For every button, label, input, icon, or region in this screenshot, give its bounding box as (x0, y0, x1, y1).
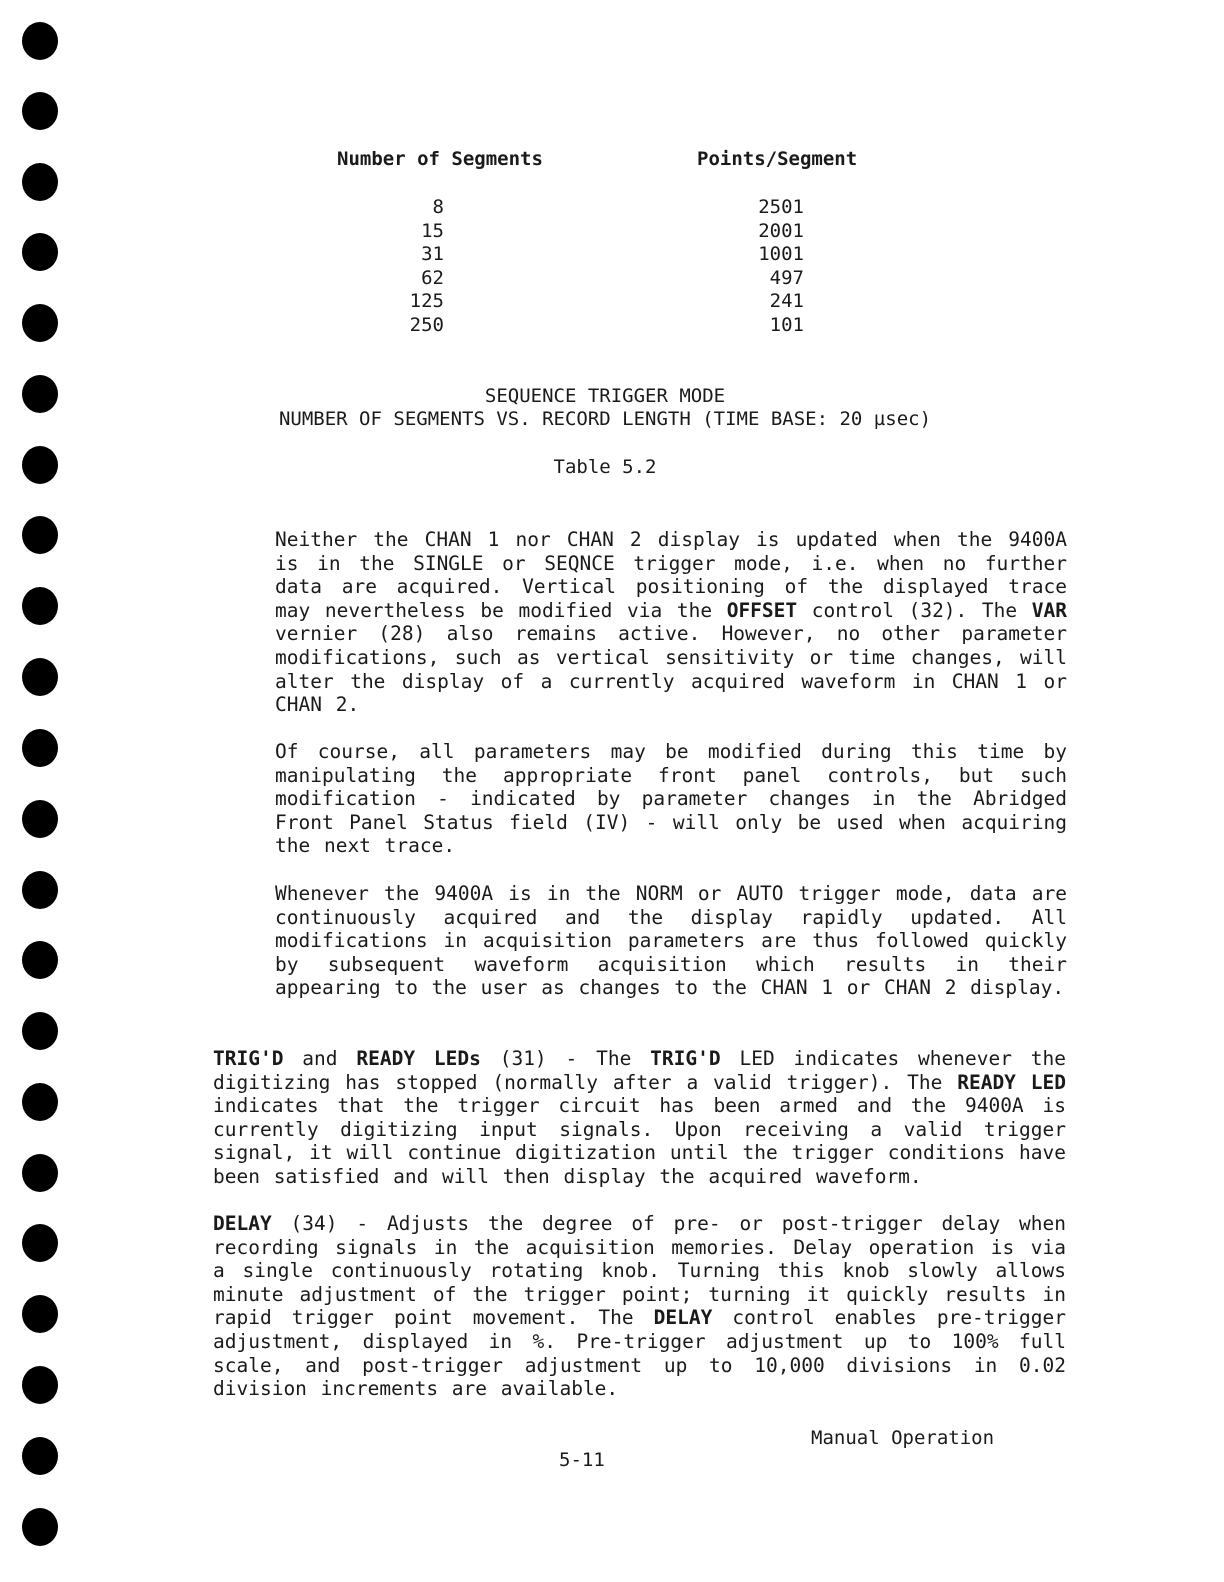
col-header-points: Points/Segment (697, 148, 858, 170)
table-cell: 125 (409, 290, 444, 313)
table-cell: 241 (769, 290, 804, 313)
paragraph-parameter-modification: Of course, all parameters may be modified during this time by manipulating the appropriate front panel controls, but such modification - indicated by parameter changes in the Abridged Front Panel Status field (IV) - will only be used when acquiring the next trace. (275, 740, 1067, 858)
table-cell: 101 (769, 313, 804, 336)
binder-holes (22, 0, 60, 1582)
punch-hole (22, 658, 58, 696)
punch-hole (22, 1437, 58, 1475)
punch-hole (22, 304, 58, 342)
segments-column (380, 196, 444, 338)
table-cell: 31 (421, 243, 444, 266)
punch-hole (22, 1224, 58, 1262)
paragraph-display-update: Neither the CHAN 1 nor CHAN 2 display is updated when the 9400A is in the SINGLE or SEQNCE trigger mode, i.e. when no further data are acquired. Vertical positioning of the displayed trace may nevertheless be modified via the OFFSET control (32). The VAR vernier (28) also remains active. However, no other parameter modifications, such as vertical sensitivity or time changes, will alter the display of a currently acquired waveform in CHAN 1 or CHAN 2. (275, 528, 1067, 717)
table-cell: 2001 (758, 219, 804, 242)
punch-hole (22, 163, 58, 201)
punch-hole (22, 1012, 58, 1050)
punch-hole (22, 941, 58, 979)
table-cell: 2501 (758, 196, 804, 218)
table-cell: 1001 (758, 243, 804, 266)
table-cell: 250 (409, 313, 444, 336)
punch-hole (22, 1083, 58, 1121)
points-column (740, 196, 804, 338)
punch-hole (22, 1154, 58, 1192)
table-cell: 15 (421, 219, 444, 242)
punch-hole (22, 729, 58, 767)
punch-hole (22, 1508, 58, 1546)
punch-hole (22, 233, 58, 271)
footer-section-title: Manual Operation (811, 1427, 995, 1449)
punch-hole (22, 587, 58, 625)
table-cell: 8 (432, 196, 444, 218)
paragraph-trigd-ready-leds: TRIG'D and READY LEDs (31) - The TRIG'D LED indicates whenever the digitizing has stopped (normally after a valid trigger). The READY LED indicates that the trigger circuit has been armed and the 9400A is currently digitizing input signals. Upon receiving a valid trigger signal, it will continue digitization until the trigger conditions have been satisfied and will then display the acquired waveform. (213, 1047, 1067, 1188)
table-caption-subtitle: NUMBER OF SEGMENTS VS. RECORD LENGTH (TIME BASE: 20 µsec) (278, 408, 932, 430)
punch-hole (22, 92, 58, 130)
table-cell: 497 (769, 266, 804, 289)
punch-hole (22, 800, 58, 838)
punch-hole (22, 516, 58, 554)
table-cell: 62 (421, 266, 444, 289)
paragraph-delay: DELAY (34) - Adjusts the degree of pre- or post-trigger delay when recording signals in the acquisition memories. Delay operation is via a single continuously rotating knob. Turning this knob slowly allows minute adjustment of the trigger point; turning it quickly results in rapid trigger point movement. The DELAY control enables pre-trigger adjustment, displayed in %. Pre-trigger adjustment up to 100% full scale, and post-trigger adjustment up to 10,000 divisions in 0.02 division increments are available. (213, 1212, 1066, 1401)
table-label: Table 5.2 (553, 456, 657, 478)
punch-hole (22, 1295, 58, 1333)
paragraph-norm-auto-mode: Whenever the 9400A is in the NORM or AUTO trigger mode, data are continuously acquired and the display rapidly updated. All modifications in acquisition parameters are thus followed quickly by subsequent waveform acquisition which results in their appearing to the user as changes to the CHAN 1 or CHAN 2 display. (275, 882, 1067, 1000)
punch-hole (22, 871, 58, 909)
punch-hole (22, 22, 58, 60)
page-number: 5-11 (559, 1449, 605, 1471)
punch-hole (22, 1366, 58, 1404)
col-header-segments: Number of Segments (337, 148, 543, 170)
table-caption-title: SEQUENCE TRIGGER MODE (484, 385, 726, 407)
